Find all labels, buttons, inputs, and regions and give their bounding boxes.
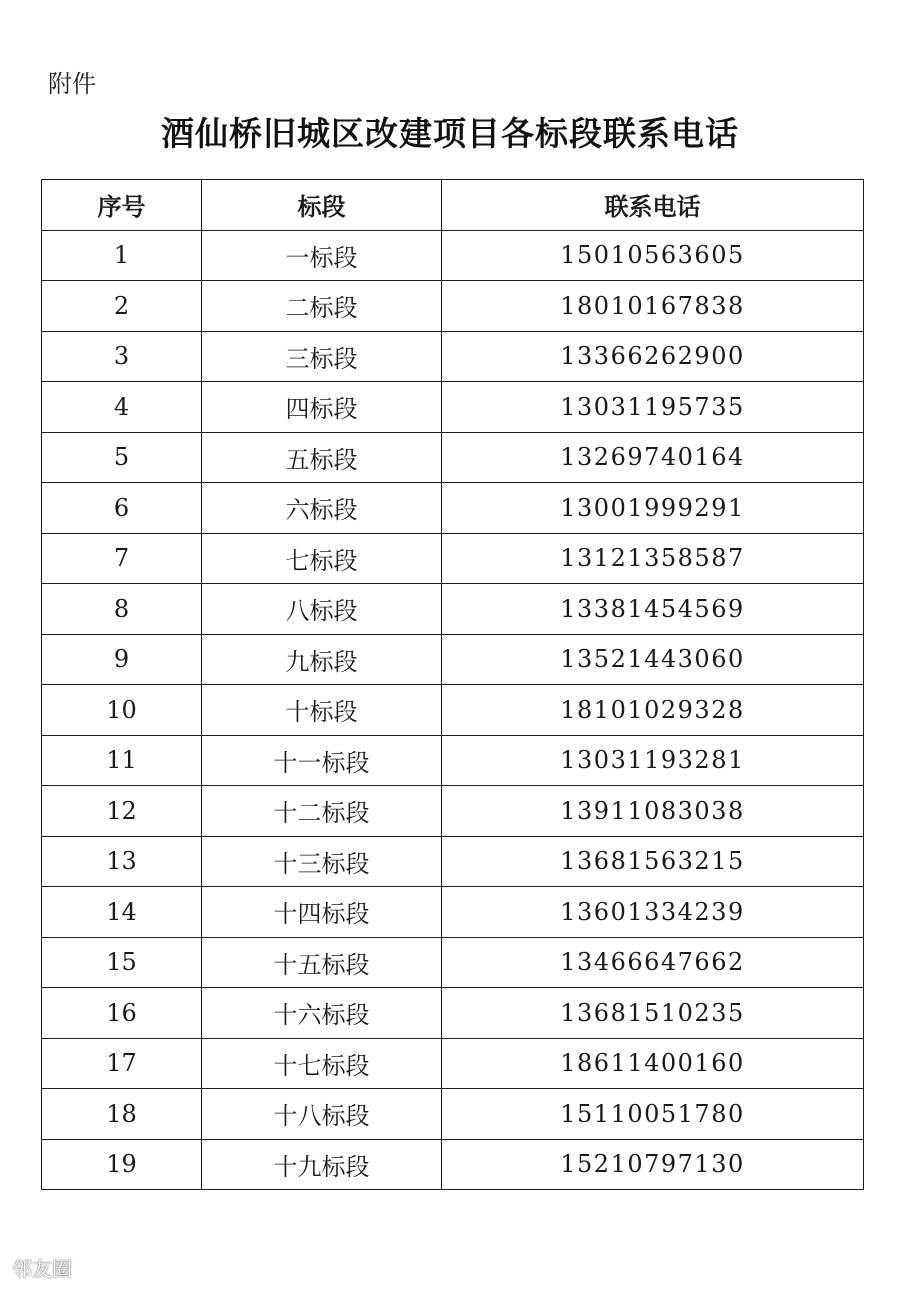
attachment-label: 附件	[48, 70, 96, 98]
table-row	[42, 735, 864, 786]
header-index: 序号	[42, 180, 202, 231]
row-index: 1	[42, 230, 202, 281]
row-phone: 13381454569	[442, 584, 864, 635]
row-phone: 13521443060	[442, 634, 864, 685]
row-index: 19	[42, 1139, 202, 1190]
row-section: 二标段	[202, 281, 442, 332]
row-section: 十八标段	[202, 1089, 442, 1140]
row-section: 四标段	[202, 382, 442, 433]
row-section: 十四标段	[202, 887, 442, 938]
document-title: 酒仙桥旧城区改建项目各标段联系电话	[161, 114, 739, 153]
row-section: 九标段	[202, 634, 442, 685]
row-index: 7	[42, 533, 202, 584]
row-phone: 18611400160	[442, 1038, 864, 1089]
row-phone: 15210797130	[442, 1139, 864, 1190]
row-section: 十标段	[202, 685, 442, 736]
table-row	[42, 1089, 864, 1140]
row-phone: 13466647662	[442, 937, 864, 988]
header-section: 标段	[202, 180, 442, 231]
row-section: 十九标段	[202, 1139, 442, 1190]
row-section: 八标段	[202, 584, 442, 635]
row-phone: 15110051780	[442, 1089, 864, 1140]
row-section: 一标段	[202, 230, 442, 281]
table-row	[42, 937, 864, 988]
row-phone: 13031195735	[442, 382, 864, 433]
row-phone: 18101029328	[442, 685, 864, 736]
row-index: 11	[42, 735, 202, 786]
contact-table	[41, 179, 864, 1190]
table-row	[42, 281, 864, 332]
table-row	[42, 1139, 864, 1190]
table-row	[42, 634, 864, 685]
watermark-logo: 邻友圈	[12, 1257, 72, 1281]
row-phone: 15010563605	[442, 230, 864, 281]
row-phone: 13911083038	[442, 786, 864, 837]
row-section: 十七标段	[202, 1038, 442, 1089]
table-row	[42, 836, 864, 887]
row-index: 17	[42, 1038, 202, 1089]
table-row	[42, 988, 864, 1039]
row-section: 三标段	[202, 331, 442, 382]
table-row	[42, 382, 864, 433]
row-phone: 13681510235	[442, 988, 864, 1039]
row-phone: 13366262900	[442, 331, 864, 382]
row-index: 15	[42, 937, 202, 988]
table-row	[42, 786, 864, 837]
table-header-row	[42, 180, 864, 231]
row-section: 十五标段	[202, 937, 442, 988]
row-phone: 18010167838	[442, 281, 864, 332]
row-phone: 13681563215	[442, 836, 864, 887]
row-index: 12	[42, 786, 202, 837]
row-index: 10	[42, 685, 202, 736]
table-row	[42, 887, 864, 938]
table-body	[42, 230, 864, 1190]
row-phone: 13601334239	[442, 887, 864, 938]
table-row	[42, 584, 864, 635]
row-section: 十二标段	[202, 786, 442, 837]
row-index: 3	[42, 331, 202, 382]
row-phone: 13269740164	[442, 432, 864, 483]
row-index: 18	[42, 1089, 202, 1140]
row-phone: 13121358587	[442, 533, 864, 584]
row-index: 9	[42, 634, 202, 685]
row-phone: 13001999291	[442, 483, 864, 534]
row-phone: 13031193281	[442, 735, 864, 786]
row-index: 5	[42, 432, 202, 483]
row-index: 4	[42, 382, 202, 433]
table-row	[42, 1038, 864, 1089]
row-index: 2	[42, 281, 202, 332]
table-row	[42, 230, 864, 281]
row-section: 十一标段	[202, 735, 442, 786]
table-row	[42, 533, 864, 584]
row-section: 五标段	[202, 432, 442, 483]
header-phone: 联系电话	[442, 180, 864, 231]
table-row	[42, 432, 864, 483]
row-section: 十六标段	[202, 988, 442, 1039]
row-index: 6	[42, 483, 202, 534]
table-row	[42, 331, 864, 382]
row-index: 13	[42, 836, 202, 887]
row-section: 七标段	[202, 533, 442, 584]
row-index: 16	[42, 988, 202, 1039]
row-index: 8	[42, 584, 202, 635]
row-index: 14	[42, 887, 202, 938]
table-row	[42, 483, 864, 534]
row-section: 六标段	[202, 483, 442, 534]
table-row	[42, 685, 864, 736]
row-section: 十三标段	[202, 836, 442, 887]
